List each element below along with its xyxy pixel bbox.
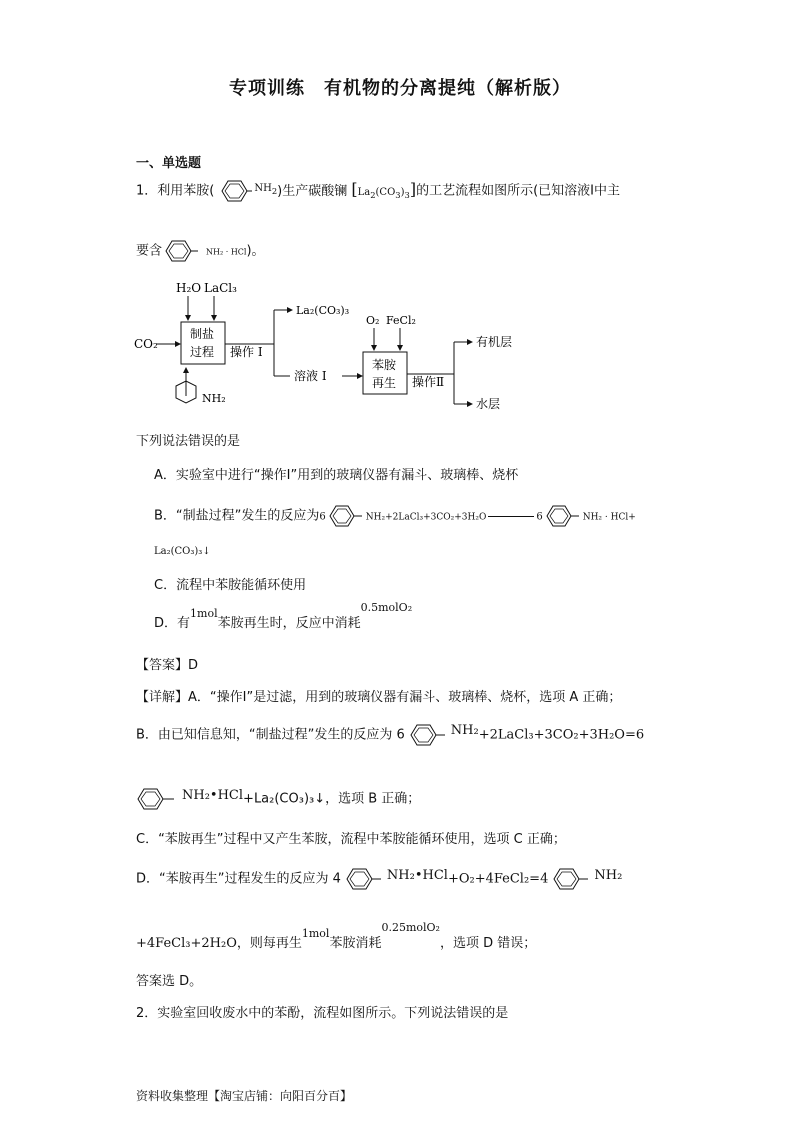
explain-l2-nh2: NH₂ <box>450 722 479 738</box>
explain-l2-post: +2LaCl₃+3CO₂+3H₂O=6 <box>478 727 645 743</box>
salt-label: NH₂ · HCl <box>206 247 247 257</box>
explain-l3-post: +La₂(CO₃)₃↓，选项 B 正确； <box>243 791 421 807</box>
fecl2-label: FeCl₂ <box>386 314 416 327</box>
question-2: 2．实验室回收废水中的苯酚，流程如图所示。下列说法错误的是 <box>136 1006 509 1021</box>
section-heading: 一、单选题 <box>136 156 202 171</box>
lacl3-label: LaCl₃ <box>204 281 237 295</box>
explain-line6 <box>136 921 537 954</box>
option-d-pre: D．有 <box>154 616 191 631</box>
explain-line5 <box>136 866 622 892</box>
solution1-label: 溶液 I <box>294 369 327 383</box>
explain-l6-pre: +4FeCl₃+2H₂O，则每再生 <box>136 936 302 951</box>
explain-line1: 【详解】A．“操作Ⅰ”是过滤，用到的玻璃仪器有漏斗、玻璃棒、烧杯，选项 A 正确； <box>136 690 622 705</box>
explain-l5-nh2: NH₂ <box>594 867 623 883</box>
aniline-nh2-label: NH₂ <box>202 392 226 405</box>
organic-layer-label: 有机层 <box>476 335 513 349</box>
explain-l5-pre: D．“苯胺再生”过程发生的反应为 4 <box>136 871 341 887</box>
option-b-num1: 6 <box>319 511 326 523</box>
box1-line1: 制盐 <box>190 327 215 341</box>
benzene-ring-icon <box>405 722 451 748</box>
option-b-num2: 6 <box>536 511 543 523</box>
q1-line2-b: )。 <box>246 243 265 259</box>
explain-line7: 答案选 D。 <box>136 974 203 989</box>
option-b-line2: La₂(CO₃)₃↓ <box>154 546 211 557</box>
explain-l5-mid: +O₂+4FeCl₂=4 <box>447 871 549 887</box>
q1-text-b: )生产碳酸镧 <box>277 183 348 199</box>
q1-line1: 1．利用苯胺( $^{NH_2}$)生产碳酸镧 $[La_2(CO_3)_3]$的工艺流程如图所示(已知溶液Ⅰ中主 <box>136 178 620 205</box>
explain-l3-salt: NH₂•HCl <box>182 787 244 803</box>
q1-text-a: 1．利用苯胺( <box>136 183 215 199</box>
co2-label: CO₂ <box>134 337 158 351</box>
option-d-o2: 0.5molO₂ <box>360 601 413 614</box>
explain-line3 <box>136 786 420 812</box>
footer-note: 资料收集整理【淘宝店铺：向阳百分百】 <box>136 1089 353 1103</box>
option-d-mid: 苯胺再生时，反应中消耗 <box>217 616 361 631</box>
nh2-sub: 2 <box>271 185 278 196</box>
benzene-ring-icon <box>543 504 583 528</box>
benzene-ring-icon <box>136 786 182 812</box>
q1-text-c: 的工艺流程如图所示(已知溶液Ⅰ中主 <box>416 183 620 199</box>
op1-label: 操作 I <box>230 345 263 359</box>
benzene-ring-icon <box>162 238 206 264</box>
explain-l6-post: ，选项 D 错误； <box>439 936 537 951</box>
benzene-ring-icon <box>326 504 366 528</box>
explain-line2 <box>136 722 644 748</box>
nh2-label: NH <box>254 182 272 194</box>
la2co3-label: La₂(CO₃)₃ <box>296 304 350 317</box>
box1-line2: 过程 <box>190 345 215 359</box>
option-b-pre: B．“制盐过程”发生的反应为 <box>154 508 320 524</box>
option-d <box>154 601 413 634</box>
benzene-ring-icon <box>548 866 594 892</box>
h2o-label: H₂O <box>176 281 202 295</box>
option-a: A．实验室中进行“操作Ⅰ”用到的玻璃仪器有漏斗、玻璃棒、烧杯 <box>154 468 519 483</box>
option-b-end: NH₂ · HCl+ <box>582 512 636 523</box>
box2-line2: 再生 <box>372 376 397 390</box>
explain-l2-pre: B．由已知信息知，“制盐过程”发生的反应为 6 <box>136 727 405 743</box>
benzene-ring-icon <box>341 866 387 892</box>
o2-label: O₂ <box>366 314 380 327</box>
q1-stem: 下列说法错误的是 <box>136 434 241 449</box>
explain-l6-mol: 1mol <box>301 927 330 940</box>
explain-line4: C．“苯胺再生”过程中又产生苯胺，流程中苯胺能循环使用，选项 C 正确； <box>136 832 566 847</box>
op2-label: 操作Ⅱ <box>412 375 445 389</box>
option-d-mol: 1mol <box>190 607 218 620</box>
la-label: $La_2(CO_3)_3$ <box>357 186 410 200</box>
option-c: C．流程中苯胺能循环使用 <box>154 578 307 593</box>
flow-diagram <box>130 276 550 416</box>
explain-l5-salt: NH₂•HCl <box>386 867 448 883</box>
explain-l6-mid: 苯胺消耗 <box>329 936 382 951</box>
explain-l6-o2: 0.25molO₂ <box>381 921 440 934</box>
page-title: 专项训练 有机物的分离提纯（解析版） <box>229 78 571 99</box>
answer: 【答案】D <box>136 658 199 673</box>
q1-line2-a: 要含 <box>136 243 163 259</box>
box2-line1: 苯胺 <box>372 358 397 372</box>
q1-line2 <box>136 238 265 264</box>
option-b <box>154 504 636 528</box>
option-b-mid: NH₂+2LaCl₃+3CO₂+3H₂O <box>365 512 487 523</box>
water-layer-label: 水层 <box>476 397 501 411</box>
